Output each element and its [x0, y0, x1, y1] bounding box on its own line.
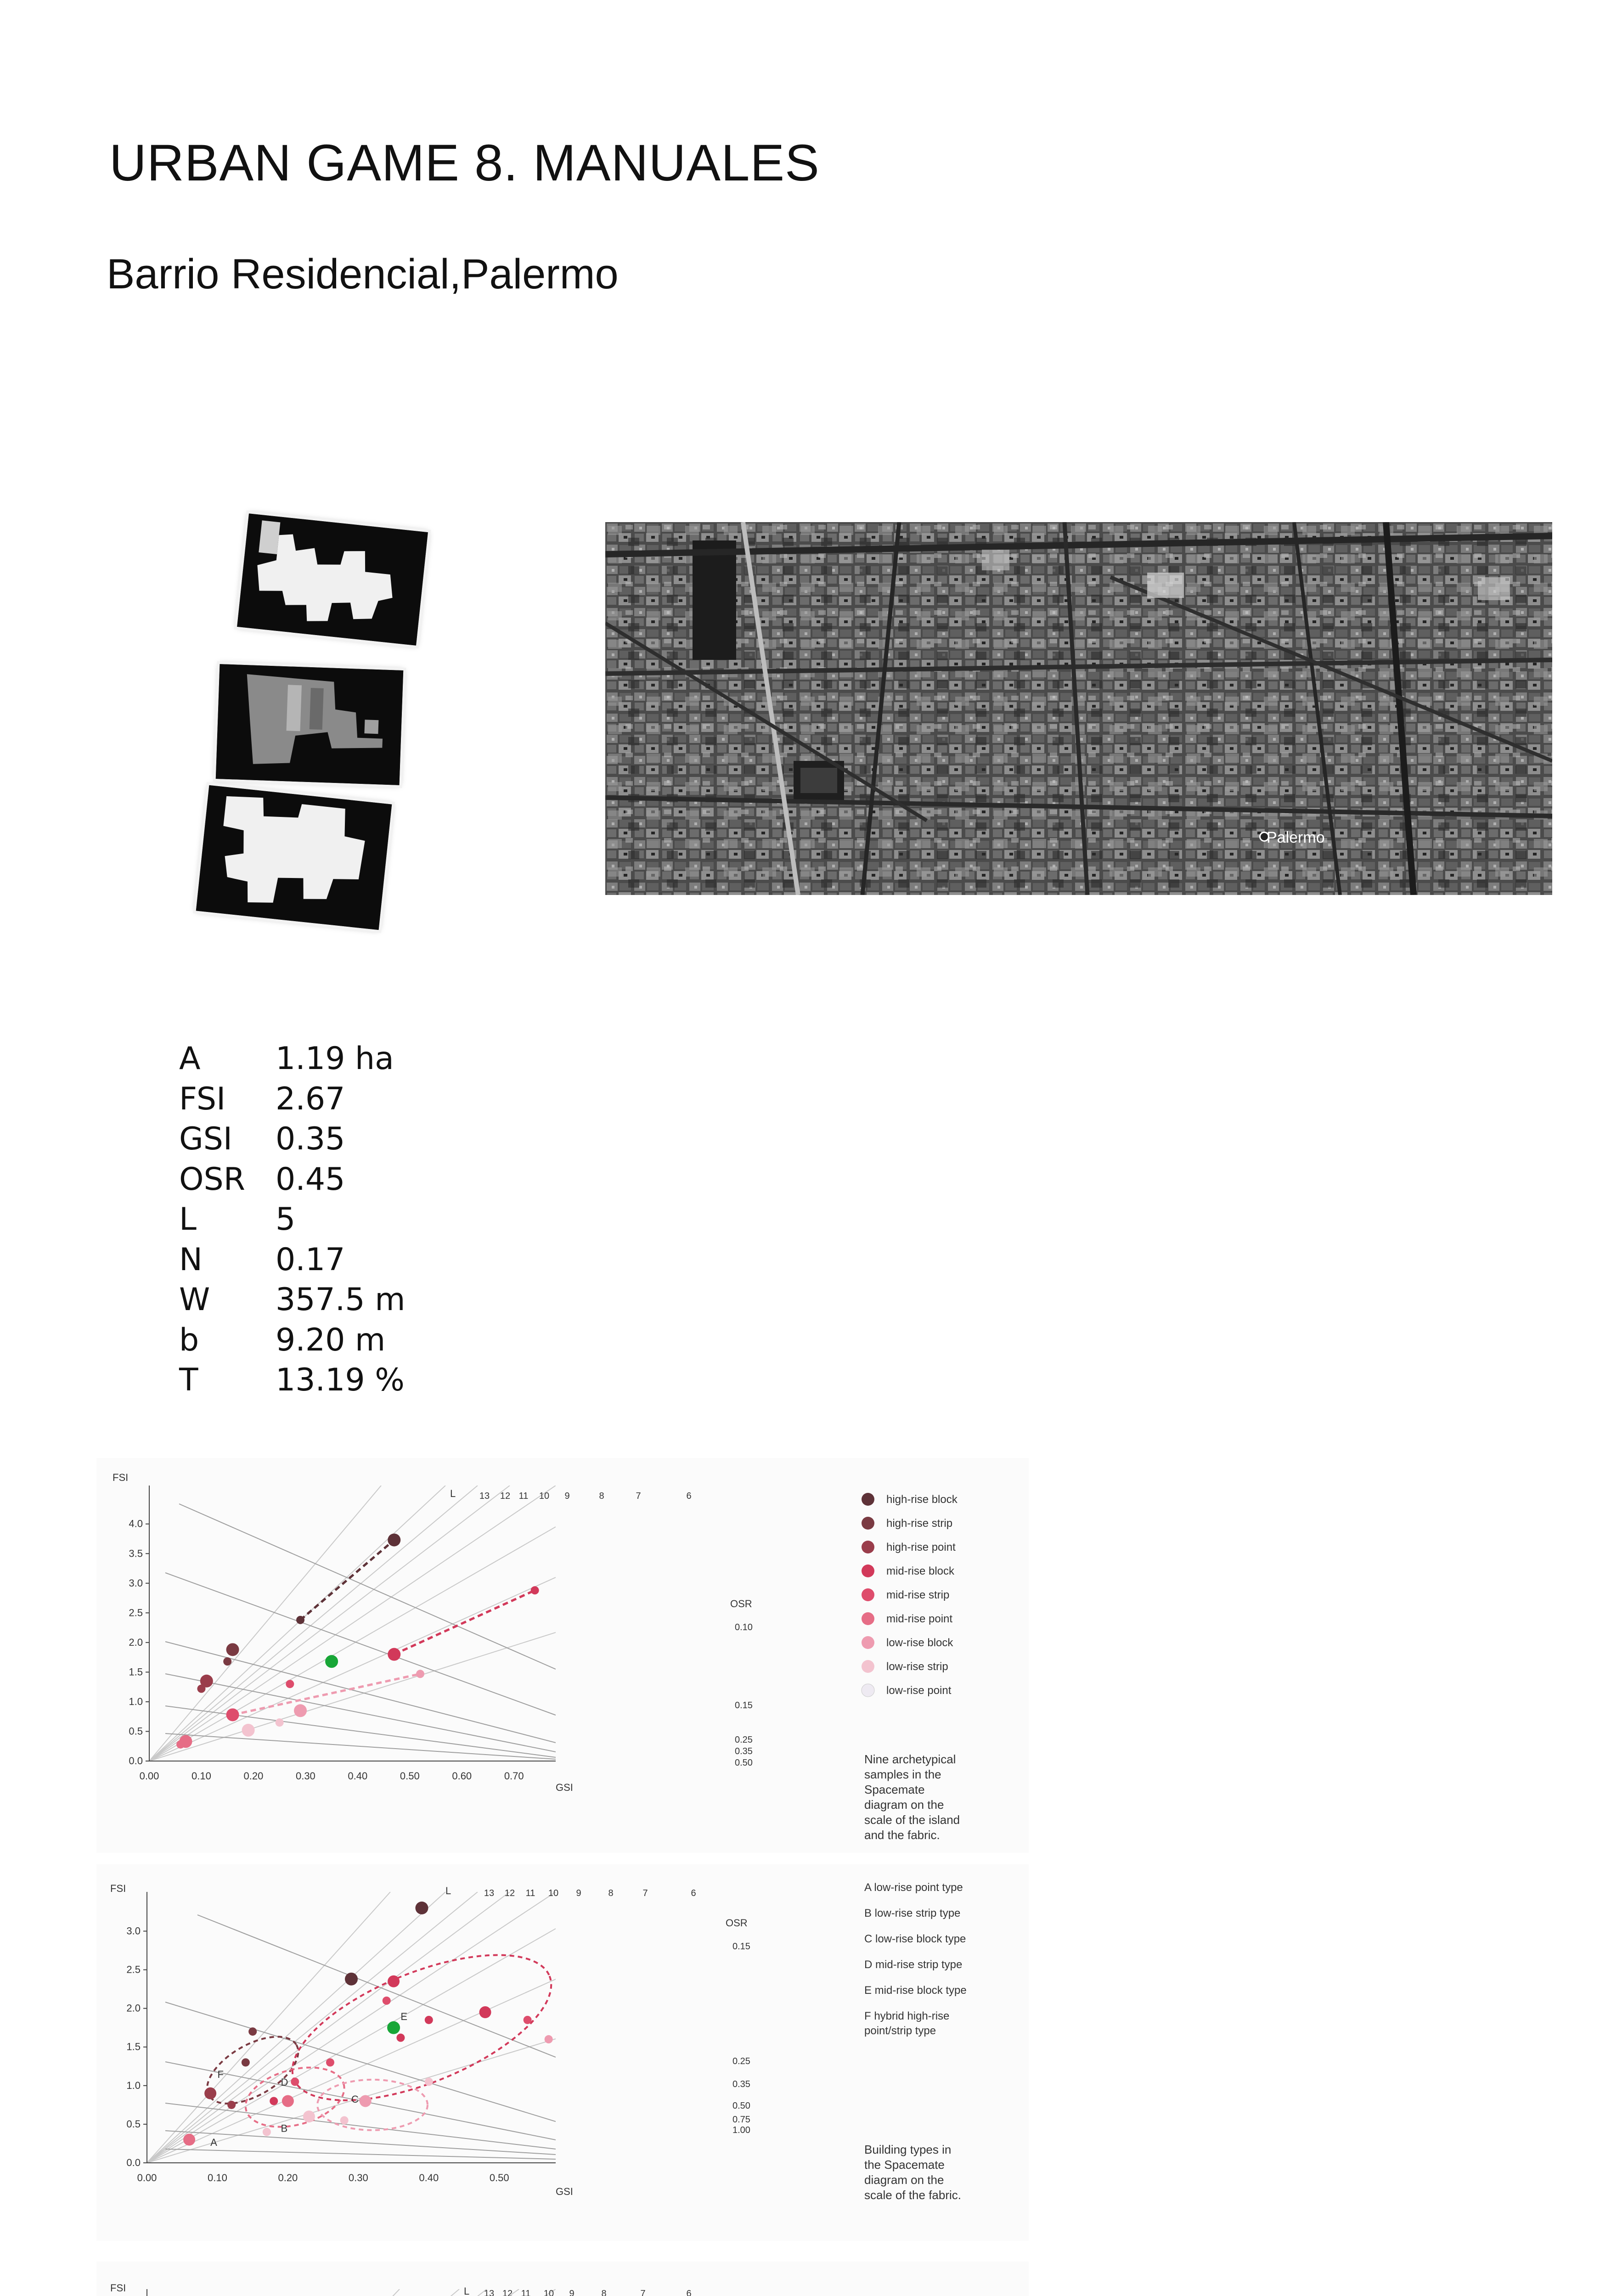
figure-ground-thumbnail-3	[196, 785, 392, 930]
osr-value-label: 1.00	[732, 2125, 750, 2135]
osr-value-label: 0.35	[735, 1746, 753, 1756]
metric-value: 13.19 %	[276, 1362, 405, 1398]
type-group-label: D	[281, 2076, 288, 2088]
type-group-label: E	[400, 2010, 408, 2022]
y-tick-label: 3.5	[129, 1548, 143, 1559]
metric-label: FSI	[179, 1080, 226, 1117]
page-subtitle: Barrio Residencial,Palermo	[107, 251, 619, 298]
l-value-label: 13	[484, 1888, 495, 1898]
legend-marker	[862, 1517, 874, 1530]
legend-label: mid-rise block	[886, 1565, 955, 1577]
y-tick-label: 1.0	[126, 2079, 141, 2091]
data-point	[270, 2097, 278, 2105]
metric-row	[179, 1360, 406, 1401]
legend-label: E mid-rise block type	[864, 1984, 967, 1997]
y-tick-label: 2.5	[129, 1607, 143, 1619]
l-value-label: 8	[599, 1491, 604, 1501]
spacemate-chart-building-types	[96, 1864, 1029, 2241]
x-tick-label: 0.10	[192, 1770, 211, 1782]
chart-caption: Spacemate	[864, 1783, 925, 1796]
data-point	[242, 2058, 250, 2066]
metric-label: W	[179, 1282, 210, 1318]
metric-label: OSR	[179, 1161, 245, 1198]
x-axis-label: GSI	[556, 2186, 573, 2197]
y-axis-label: FSI	[113, 1472, 129, 1483]
osr-value-label: 0.10	[735, 1622, 753, 1632]
figure-ground-thumbnail-2	[216, 664, 403, 785]
data-point	[276, 1718, 284, 1727]
chart-caption: diagram on the	[864, 1798, 944, 1812]
legend-marker	[862, 1588, 874, 1601]
x-axis-label: GSI	[556, 1782, 573, 1793]
osr-isoline	[197, 1915, 556, 2057]
metric-row	[179, 1039, 406, 1079]
osr-axis-label: OSR	[730, 1598, 752, 1609]
y-tick-label: 3.0	[129, 1577, 143, 1589]
data-point	[345, 1973, 358, 1986]
data-point	[296, 1616, 304, 1624]
legend-label: mid-rise point	[886, 1613, 953, 1625]
y-tick-label: 1.5	[126, 2041, 141, 2053]
type-group-ellipse	[239, 2058, 351, 2137]
data-point	[303, 2110, 315, 2122]
metric-value: 0.17	[276, 1241, 345, 1278]
l-value-label: 11	[525, 1888, 535, 1898]
metric-value: 1.19 ha	[276, 1041, 394, 1077]
l-isoline	[149, 1527, 556, 1761]
spacemate-chart-archetypes	[96, 1458, 1029, 1853]
osr-value-label: 0.25	[732, 2056, 750, 2066]
l-isoline	[147, 1979, 556, 2163]
metric-value: 9.20 m	[276, 1322, 386, 1358]
data-point	[248, 2027, 257, 2036]
data-point	[263, 2128, 271, 2136]
data-point	[291, 2077, 299, 2086]
l-value-label: 10	[539, 1491, 550, 1501]
x-tick-label: 0.10	[208, 2172, 227, 2183]
legend-label: high-rise strip	[886, 1517, 953, 1530]
type-group-label: B	[281, 2122, 288, 2134]
figure-ground-thumbnail-1	[237, 513, 428, 646]
l-value-label: 11	[521, 2289, 531, 2296]
x-tick-label: 0.00	[137, 2172, 157, 2183]
data-point	[183, 2134, 195, 2146]
y-axis-label: FSI	[110, 1883, 126, 1894]
y-tick-label: 0.5	[126, 2118, 141, 2130]
data-point	[282, 2095, 294, 2107]
l-isoline	[149, 1486, 478, 1761]
l-value-label: 12	[500, 1491, 511, 1501]
x-tick-label: 0.30	[295, 1770, 315, 1782]
l-value-label: 13	[484, 2289, 495, 2296]
l-value-label: 8	[608, 1888, 614, 1898]
l-isoline	[147, 2289, 400, 2296]
l-value-label: 7	[636, 1491, 641, 1501]
legend-label: D mid-rise strip type	[864, 1958, 963, 1971]
data-point	[226, 1643, 239, 1656]
legend-marker	[862, 1541, 874, 1553]
metric-row	[179, 1119, 406, 1159]
data-point	[227, 2101, 236, 2109]
metric-label: b	[179, 1322, 199, 1358]
data-point	[340, 2116, 349, 2125]
x-tick-label: 0.30	[348, 2172, 368, 2183]
data-point	[531, 1586, 539, 1594]
osr-value-label: 0.35	[732, 2079, 750, 2089]
l-isoline	[147, 1892, 445, 2163]
x-tick-label: 0.40	[419, 2172, 439, 2183]
data-point	[286, 1680, 294, 1688]
l-isoline	[147, 1892, 556, 2163]
metric-value: 0.35	[276, 1121, 345, 1157]
legend-label: mid-rise strip	[886, 1589, 950, 1601]
y-tick-label: 0.0	[129, 1755, 143, 1767]
data-point	[223, 1657, 231, 1666]
l-axis-label: L	[464, 2285, 470, 2296]
data-point	[176, 1740, 185, 1749]
data-point	[383, 1997, 391, 2005]
legend-label: low-rise block	[886, 1637, 953, 1649]
y-tick-label: 0.0	[126, 2157, 141, 2168]
chart-grid	[147, 2289, 556, 2296]
l-isoline	[149, 1632, 556, 1761]
data-point	[360, 2095, 372, 2107]
data-point	[396, 2034, 405, 2042]
legend-label: B low-rise strip type	[864, 1907, 961, 1919]
type-group-label: C	[351, 2093, 359, 2105]
l-isoline	[149, 1486, 381, 1761]
l-value-label: 12	[504, 1888, 515, 1898]
l-value-label: 7	[642, 1888, 648, 1898]
type-group-label: F	[217, 2069, 224, 2080]
data-point	[545, 2035, 553, 2043]
x-tick-label: 0.40	[348, 1770, 368, 1782]
chart-caption: and the fabric.	[864, 1828, 940, 1842]
osr-value-label: 0.75	[732, 2115, 750, 2125]
data-point	[416, 1670, 424, 1678]
osr-isoline	[165, 1706, 556, 1757]
legend-label: high-rise point	[886, 1541, 956, 1553]
legend-label: F hybrid high-rise	[864, 2010, 950, 2022]
data-point	[388, 1648, 400, 1661]
legend-marker	[862, 1493, 874, 1506]
data-point	[325, 1655, 338, 1668]
osr-value-label: 0.15	[732, 1941, 750, 1952]
data-point	[388, 1534, 400, 1547]
l-isoline	[147, 2289, 556, 2296]
l-value-label: 10	[543, 2289, 554, 2296]
chart-caption: Nine archetypical	[864, 1752, 956, 1766]
metric-value: 5	[276, 1201, 296, 1238]
l-value-label: 8	[601, 2289, 607, 2296]
l-isoline	[149, 1577, 556, 1761]
metric-row	[179, 1240, 406, 1280]
data-point	[204, 2088, 216, 2099]
metric-label: N	[179, 1241, 203, 1278]
metric-row	[179, 1159, 406, 1200]
l-axis-label: L	[445, 1885, 451, 1896]
osr-value-label: 0.15	[735, 1700, 753, 1711]
metric-row	[179, 1079, 406, 1120]
l-isoline	[147, 1892, 478, 2163]
data-point	[226, 1708, 239, 1721]
data-point	[479, 2006, 491, 2018]
osr-value-label: 0.50	[732, 2101, 750, 2111]
x-tick-label: 0.50	[400, 1770, 420, 1782]
x-tick-label: 0.50	[489, 2172, 509, 2183]
l-isoline	[149, 1486, 556, 1761]
osr-value-label: 0.25	[735, 1735, 753, 1745]
osr-isoline	[165, 1674, 556, 1752]
l-value-label: 10	[548, 1888, 559, 1898]
y-axis-label: FSI	[110, 2282, 126, 2294]
l-isoline	[147, 2289, 487, 2296]
data-point	[388, 1975, 400, 1987]
y-tick-label: 4.0	[129, 1518, 143, 1530]
legend-marker	[862, 1612, 874, 1625]
osr-value-label: 0.50	[735, 1758, 753, 1768]
data-point	[242, 1724, 255, 1737]
trend-line-high-rise	[300, 1540, 394, 1620]
chart-grid	[147, 1892, 556, 2163]
chart-caption: scale of the fabric.	[864, 2188, 961, 2202]
data-point	[415, 1902, 428, 1914]
aerial-photo	[605, 522, 1552, 895]
chart-grid	[149, 1486, 556, 1761]
metric-value: 2.67	[276, 1080, 345, 1117]
chart-caption: the Spacemate	[864, 2158, 945, 2172]
data-point	[425, 2077, 433, 2086]
data-point	[387, 2021, 400, 2034]
l-isoline	[149, 1486, 510, 1761]
metric-value: 0.45	[276, 1161, 345, 1198]
metric-row	[179, 1320, 406, 1361]
legend-marker	[862, 1636, 874, 1649]
l-value-label: 7	[640, 2289, 646, 2296]
x-tick-label: 0.70	[504, 1770, 524, 1782]
x-tick-label: 0.20	[243, 1770, 264, 1782]
density-metrics	[179, 1039, 406, 1401]
y-tick-label: 1.5	[129, 1666, 143, 1678]
trend-line-low-rise	[233, 1674, 420, 1715]
metric-label: L	[179, 1201, 197, 1238]
l-value-label: 12	[502, 2289, 513, 2296]
legend-label: A low-rise point type	[864, 1881, 963, 1894]
osr-isoline	[165, 1733, 556, 1759]
l-value-label: 9	[564, 1491, 570, 1501]
chart-caption: Building types in	[864, 2143, 952, 2156]
x-tick-label: 0.20	[278, 2172, 298, 2183]
metric-label: T	[179, 1362, 198, 1398]
data-point	[197, 1685, 205, 1693]
spacemate-chart-manuals	[96, 2262, 1029, 2296]
metric-row	[179, 1280, 406, 1320]
chart-caption: samples in the	[864, 1767, 941, 1781]
y-tick-label: 0.5	[129, 1725, 143, 1737]
l-value-label: 6	[686, 1491, 692, 1501]
legend-label: point/strip type	[864, 2025, 936, 2037]
legend-label: high-rise block	[886, 1493, 958, 1506]
x-tick-label: 0.00	[139, 1770, 159, 1782]
l-axis-label: L	[450, 1488, 456, 1499]
legend-marker	[862, 1660, 874, 1673]
osr-axis-label: OSR	[726, 1917, 748, 1929]
y-tick-label: 2.5	[126, 1964, 141, 1975]
l-isoline	[147, 2289, 459, 2296]
l-value-label: 9	[569, 2289, 575, 2296]
legend-marker	[862, 1564, 874, 1577]
l-value-label: 13	[479, 1491, 490, 1501]
y-tick-label: 2.0	[126, 2002, 141, 2014]
data-point	[524, 2016, 532, 2024]
data-point	[326, 2058, 334, 2066]
l-value-label: 6	[686, 2289, 692, 2296]
x-tick-label: 0.60	[452, 1770, 472, 1782]
l-value-label: 9	[576, 1888, 581, 1898]
y-tick-label: 3.0	[126, 1925, 141, 1937]
l-value-label: 6	[691, 1888, 696, 1898]
l-isoline	[149, 1486, 445, 1761]
metric-label: A	[179, 1041, 201, 1077]
legend-label: low-rise strip	[886, 1660, 948, 1673]
y-tick-label: 1.0	[129, 1695, 143, 1707]
legend-marker	[862, 1684, 874, 1697]
metric-value: 357.5 m	[276, 1282, 406, 1318]
chart-caption: scale of the island	[864, 1813, 960, 1827]
legend-label: C low-rise block type	[864, 1933, 966, 1945]
metric-row	[179, 1199, 406, 1240]
chart-caption: diagram on the	[864, 2173, 944, 2187]
aerial-place-label: Palermo	[1267, 829, 1325, 846]
page-title: URBAN GAME 8. MANUALES	[109, 134, 820, 191]
legend-label: low-rise point	[886, 1684, 952, 1697]
metric-label: GSI	[179, 1121, 232, 1157]
trend-line-mid-rise	[394, 1590, 535, 1654]
data-point	[294, 1704, 307, 1717]
y-tick-label: 2.0	[129, 1636, 143, 1648]
l-isoline	[147, 2289, 519, 2296]
l-value-label: 11	[518, 1491, 529, 1501]
l-isoline	[147, 1892, 390, 2163]
data-point	[425, 2016, 433, 2024]
type-group-label: A	[210, 2137, 217, 2148]
